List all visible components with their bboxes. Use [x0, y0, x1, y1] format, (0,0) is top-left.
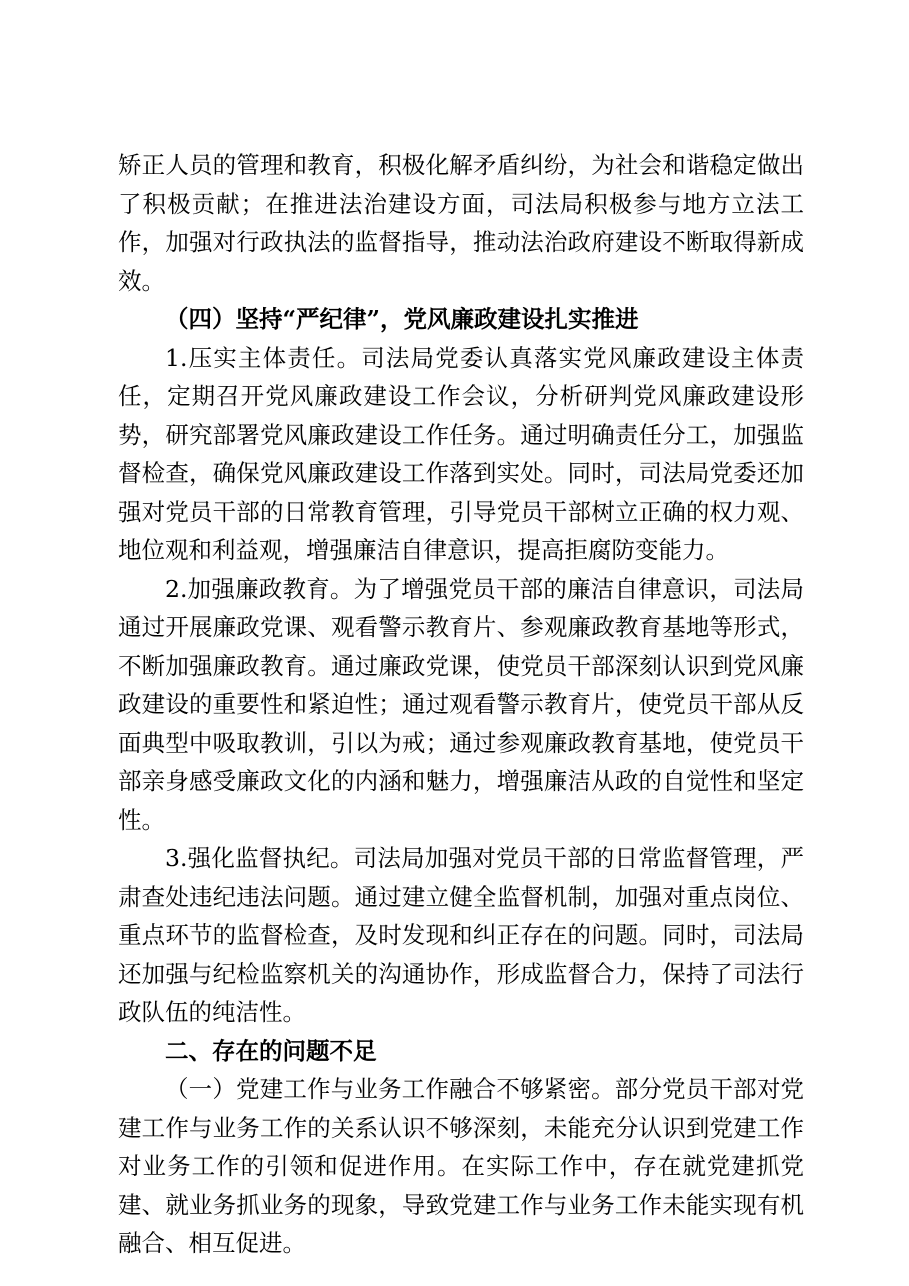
paragraph-responsibility: 1.压实主体责任。司法局党委认真落实党风廉政建设主体责任，定期召开党风廉政建设工作会议，分析研判党风廉政建设形势，研究部署党风廉政建设工作任务。通过明确责任分工，加强监督检查，确保党风廉政建设工作落到实处。同时，司法局党委还加强对党员干部的日常教育管理，引导党员干部树立正确的权力观、地位观和利益观，增强廉洁自律意识，提高拒腐防变能力。 [118, 343, 804, 564]
paragraph-integrity-education: 2.加强廉政教育。为了增强党员干部的廉洁自律意识，司法局通过开展廉政党课、观看警示教育片、参观廉政教育基地等形式，不断加强廉政教育。通过廉政党课，使党员干部深刻认识到党风廉政建设的重要性和紧迫性；通过观看警示教育片，使党员干部从反面典型中吸取教训，引以为戒；通过参观廉政教育基地，使党员干部亲身感受廉政文化的内涵和魅力，增强廉洁从政的自觉性和坚定性。 [118, 574, 804, 834]
paragraph-supervision: 3.强化监督执纪。司法局加强对党员干部的日常监督管理，严肃查处违纪违法问题。通过建立健全监督机制，加强对重点岗位、重点环节的监督检查，及时发现和纠正存在的问题。同时，司法局还加强与纪检监察机关的沟通协作，形成监督合力，保持了司法行政队伍的纯洁性。 [118, 844, 804, 1026]
paragraph-problem-one: （一）党建工作与业务工作融合不够紧密。部分党员干部对党建工作与业务工作的关系认识不够深刻，未能充分认识到党建工作对业务工作的引领和促进作用。在实际工作中，存在就党建抓党建、就业务抓业务的现象，导致党建工作与业务工作未能实现有机融合、相互促进。 [118, 1075, 804, 1257]
section-heading-problems: 二、存在的问题不足 [165, 1036, 377, 1065]
paragraph-continuation: 矫正人员的管理和教育，积极化解矛盾纠纷，为社会和谐稳定做出了积极贡献；在推进法治建设方面，司法局积极参与地方立法工作，加强对行政执法的监督指导，推动法治政府建设不断取得新成效。 [118, 151, 804, 295]
section-subheading-four: （四）坚持“严纪律”，党风廉政建设扎实推进 [165, 305, 639, 333]
document-body [118, 146, 804, 1263]
